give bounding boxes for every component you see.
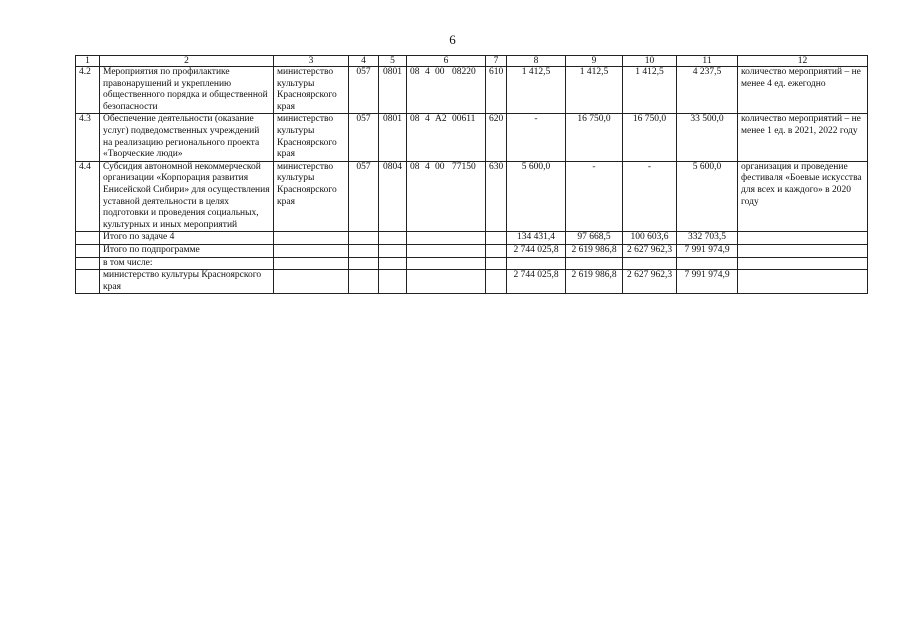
amount-2020: -: [507, 114, 566, 161]
rzpr-code: 0801: [379, 114, 407, 161]
col-header: 9: [566, 56, 623, 67]
amount-2022: [623, 257, 677, 270]
amount-total: 5 600,0: [677, 161, 738, 232]
amount-total: [677, 257, 738, 270]
row-number: 4.4: [76, 161, 100, 232]
expected-result: количество мероприятий – не менее 4 ед. ежегодно: [738, 67, 868, 114]
csr-part: 08: [410, 114, 420, 125]
col-header: 7: [486, 56, 507, 67]
amount-2021: -: [566, 161, 623, 232]
amount-2020: 1 412,5: [507, 67, 566, 114]
totals-row: [76, 257, 868, 270]
page-number: 6: [449, 32, 456, 47]
csr-part: 08: [410, 67, 420, 77]
totals-row: [76, 244, 868, 257]
table-row: [76, 161, 868, 232]
totals-row: [76, 270, 868, 294]
amount-2020: 134 431,4: [507, 232, 566, 245]
csr-part: 08220: [452, 67, 476, 77]
col-header: 3: [274, 56, 349, 67]
col-header: 6: [407, 56, 486, 67]
col-header: 8: [507, 56, 566, 67]
amount-2022: 1 412,5: [623, 67, 677, 114]
amount-total: 33 500,0: [677, 114, 738, 161]
activity-name: Субсидия автономной некоммерческой организации «Корпорация развития Енисейской Сибири» для осуществления уставной деятельности в целях подготовки и проведения социальных, культурных и иных мероприятий: [100, 161, 274, 232]
amount-total: 332 703,5: [677, 232, 738, 245]
csr-part: 4: [425, 161, 430, 172]
amount-2020: [507, 257, 566, 270]
csr-part: 00: [435, 161, 445, 172]
rzpr-code: 0801: [379, 67, 407, 114]
rzpr-code: 0804: [379, 161, 407, 232]
amount-total: 7 991 974,9: [677, 244, 738, 257]
csr-part: 08: [410, 161, 420, 172]
col-header: 11: [677, 56, 738, 67]
totals-label: Итого по подпрограмме: [100, 244, 274, 257]
amount-2022: 2 627 962,3: [623, 270, 677, 294]
row-number: 4.3: [76, 114, 100, 161]
table-row: [76, 67, 868, 114]
col-header: 10: [623, 56, 677, 67]
col-header: 4: [349, 56, 379, 67]
expected-result: количество мероприятий – не менее 1 ед. в 2021, 2022 году: [738, 114, 868, 161]
amount-2020: 2 744 025,8: [507, 244, 566, 257]
ministry-cell: министерство культуры Красноярского края: [274, 114, 349, 161]
amount-2020: 2 744 025,8: [507, 270, 566, 294]
amount-2022: -: [623, 161, 677, 232]
table-row: [76, 114, 868, 161]
amount-2021: 2 619 986,8: [566, 244, 623, 257]
amount-total: 4 237,5: [677, 67, 738, 114]
grbs-code: 057: [349, 161, 379, 232]
amount-2021: 97 668,5: [566, 232, 623, 245]
expected-result: организация и проведение фестиваля «Боевые искусства для всех и каждого» в 2020 году: [738, 161, 868, 232]
amount-2022: 2 627 962,3: [623, 244, 677, 257]
totals-row: [76, 232, 868, 245]
col-header: 5: [379, 56, 407, 67]
csr-part: 77150: [452, 161, 476, 172]
col-header: 12: [738, 56, 868, 67]
amount-2021: [566, 257, 623, 270]
csr-code: [407, 161, 486, 232]
header-row: [76, 56, 868, 67]
vr-code: 610: [486, 67, 507, 114]
row-number: 4.2: [76, 67, 100, 114]
totals-label: министерство культуры Красноярского края: [100, 270, 274, 294]
activity-name: Обеспечение деятельности (оказание услуг) подведомственных учреждений на реализацию регионального проекта «Творческие люди»: [100, 114, 274, 161]
col-header: 2: [100, 56, 274, 67]
totals-label: в том числе:: [100, 257, 274, 270]
csr-part: A2: [435, 114, 447, 125]
csr-code: [407, 67, 486, 114]
amount-2022: 16 750,0: [623, 114, 677, 161]
grbs-code: 057: [349, 114, 379, 161]
totals-label: Итого по задаче 4: [100, 232, 274, 245]
amount-2021: 1 412,5: [566, 67, 623, 114]
activity-name: Мероприятия по профилактике правонарушений и укреплению общественного порядка и общественной безопасности: [100, 67, 274, 114]
vr-code: 620: [486, 114, 507, 161]
ministry-cell: министерство культуры Красноярского края: [274, 67, 349, 114]
amount-2022: 100 603,6: [623, 232, 677, 245]
csr-part: 00: [435, 67, 445, 77]
grbs-code: 057: [349, 67, 379, 114]
vr-code: 630: [486, 161, 507, 232]
amount-2020: 5 600,0: [507, 161, 566, 232]
budget-table: [75, 55, 868, 294]
amount-total: 7 991 974,9: [677, 270, 738, 294]
csr-part: 4: [425, 114, 430, 125]
col-header: 1: [76, 56, 100, 67]
ministry-cell: министерство культуры Красноярского края: [274, 161, 349, 232]
amount-2021: 2 619 986,8: [566, 270, 623, 294]
amount-2021: 16 750,0: [566, 114, 623, 161]
csr-part: 4: [425, 67, 430, 77]
csr-part: 00611: [452, 114, 476, 125]
csr-code: [407, 114, 486, 161]
